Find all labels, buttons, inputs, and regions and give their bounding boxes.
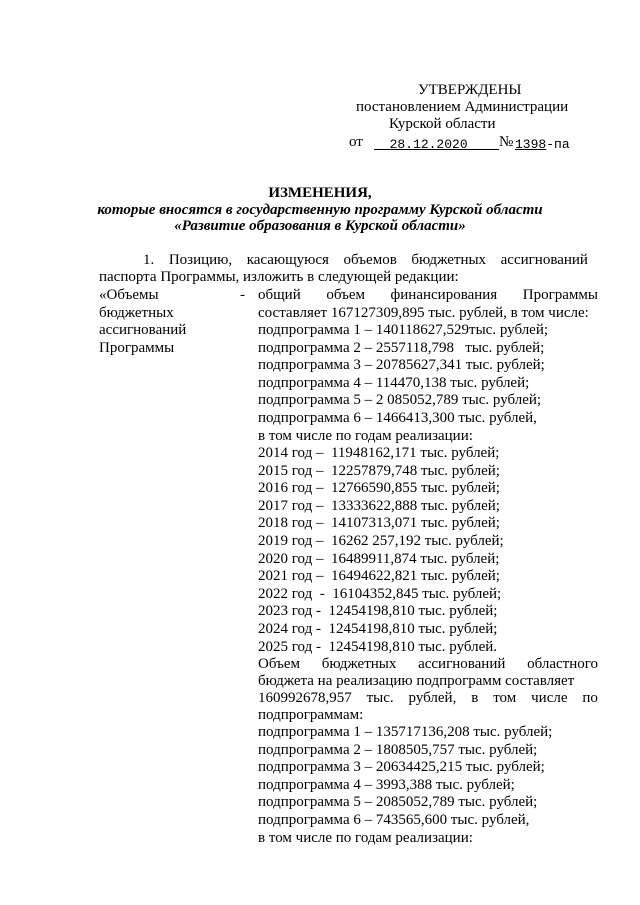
approval-line-2: Курской области xyxy=(389,116,496,132)
doc-title: ИЗМЕНЕНИЯ, xyxy=(268,185,372,201)
body-word: 160992678,957 xyxy=(258,690,352,706)
body-word: областного xyxy=(527,656,598,672)
obl-line-1 xyxy=(258,656,598,673)
intro-word: ассигнований xyxy=(500,252,588,268)
intro-word: касающуюся xyxy=(246,252,329,268)
obl-subprogram-line: подпрограмма 6 – 743565,600 тыс. рублей, xyxy=(258,811,530,828)
obl-subprogram-line: подпрограмма 1 – 135717136,208 тыс. рублей; xyxy=(258,724,553,740)
body-word: Объем xyxy=(258,656,300,672)
year-line: 2017 год – 13333622,888 тыс. рублей; xyxy=(258,497,500,514)
intro-word: 1. xyxy=(143,252,155,268)
approval-date: 28.12.2020 xyxy=(389,137,468,152)
obl-subprogram-line: подпрограмма 3 – 20634425,215 тыс. рублей; xyxy=(258,759,545,776)
position-label-line: бюджетных xyxy=(99,304,174,321)
approval-number: 1398-па xyxy=(515,137,570,152)
year-list xyxy=(258,445,504,656)
obl-subprogram-line: в том числе по годам реализации: xyxy=(258,829,473,846)
subprogram-line: подпрограмма 5 – 2 085052,789 тыс. рублей; xyxy=(258,392,542,409)
year-line: 2021 год – 16494622,821 тыс. рублей; xyxy=(258,568,500,585)
body-word: том xyxy=(493,690,517,706)
obl-line-3 xyxy=(258,690,598,707)
doc-subtitle-2: «Развитие образования в Курской области» xyxy=(174,218,466,234)
body-word: объем xyxy=(326,287,365,303)
year-line: 2016 год – 12766590,855 тыс. рублей; xyxy=(258,480,500,497)
subprogram-line: подпрограмма 1 – 140118627,529тыс. рублей; xyxy=(258,322,549,338)
year-line: 2020 год – 16489911,874 тыс. рублей; xyxy=(258,550,500,567)
obl-subprogram-line: подпрограмма 5 – 2085052,789 тыс. рублей; xyxy=(258,794,538,811)
approval-from-label: от xyxy=(349,134,363,150)
year-line: 2024 год - 12454198,810 тыс. рублей; xyxy=(258,620,498,637)
subprogram-line: в том числе по годам реализации: xyxy=(258,427,473,444)
body-word: Программы xyxy=(522,287,598,303)
obl-subprogram-line: подпрограмма 4 – 3993,388 тыс. рублей; xyxy=(258,776,515,793)
body-word: по xyxy=(582,690,598,706)
intro-line-2: паспорта Программы, изложить в следующей редакции: xyxy=(99,269,459,285)
year-line: 2018 год – 14107313,071 тыс. рублей; xyxy=(258,515,500,532)
obl-line-2: бюджета на реализацию подпрограмм составляет xyxy=(258,673,575,689)
intro-word: Позицию, xyxy=(168,252,233,268)
body-first-line xyxy=(258,287,598,304)
approval-number-label: № xyxy=(499,134,514,150)
obl-subprogram-line: подпрограмма 2 – 1808505,757 тыс. рублей; xyxy=(258,741,538,758)
body-word: финансирования xyxy=(390,287,498,303)
obl-line-4: подпрограммам: xyxy=(258,707,364,723)
approval-title: УТВЕРЖДЕНЫ xyxy=(418,82,522,98)
position-label xyxy=(99,287,186,357)
subprogram-line: подпрограмма 6 – 1466413,300 тыс. рублей, xyxy=(258,409,537,426)
year-line: 2019 год – 16262 257,192 тыс. рублей; xyxy=(258,532,504,549)
body-word: тыс. xyxy=(366,690,394,706)
intro-line-1 xyxy=(143,252,588,269)
year-line: 2023 год - 12454198,810 тыс. рублей; xyxy=(258,603,498,620)
subprogram-list xyxy=(258,322,548,445)
position-label-line: ассигнований xyxy=(99,322,187,339)
body-word: общий xyxy=(258,287,301,303)
subprogram-line: подпрограмма 4 – 114470,138 тыс. рублей; xyxy=(258,374,530,391)
intro-word: бюджетных xyxy=(411,252,487,268)
position-label-line: Программы xyxy=(99,339,175,356)
body-total-line: составляет 167127309,895 тыс. рублей, в том числе: xyxy=(258,305,589,321)
year-line: 2022 год - 16104352,845 тыс. рублей; xyxy=(258,585,502,602)
body-word: ассигнований xyxy=(418,656,506,672)
subprogram-line: подпрограмма 3 – 20785627,341 тыс. рублей; xyxy=(258,357,545,374)
position-label-line: «Объемы xyxy=(99,287,159,303)
intro-word: объемов xyxy=(343,252,397,268)
position-dash: - xyxy=(240,287,245,303)
year-line: 2025 год - 12454198,810 тыс. рублей. xyxy=(258,638,498,655)
body-word: рублей, xyxy=(408,690,457,706)
body-word: в xyxy=(471,690,479,706)
year-line: 2014 год – 11948162,171 тыс. рублей; xyxy=(258,445,500,461)
body-word: бюджетных xyxy=(321,656,397,672)
subprogram-line: подпрограмма 2 – 2557118,798 тыс. рублей; xyxy=(258,339,545,356)
doc-subtitle-1: которые вносятся в государственную программу Курской области xyxy=(97,202,543,218)
year-line: 2015 год – 12257879,748 тыс. рублей; xyxy=(258,462,500,479)
approval-line-1: постановлением Администрации xyxy=(356,99,569,115)
obl-subprogram-list xyxy=(258,724,552,847)
body-word: числе xyxy=(531,690,568,706)
